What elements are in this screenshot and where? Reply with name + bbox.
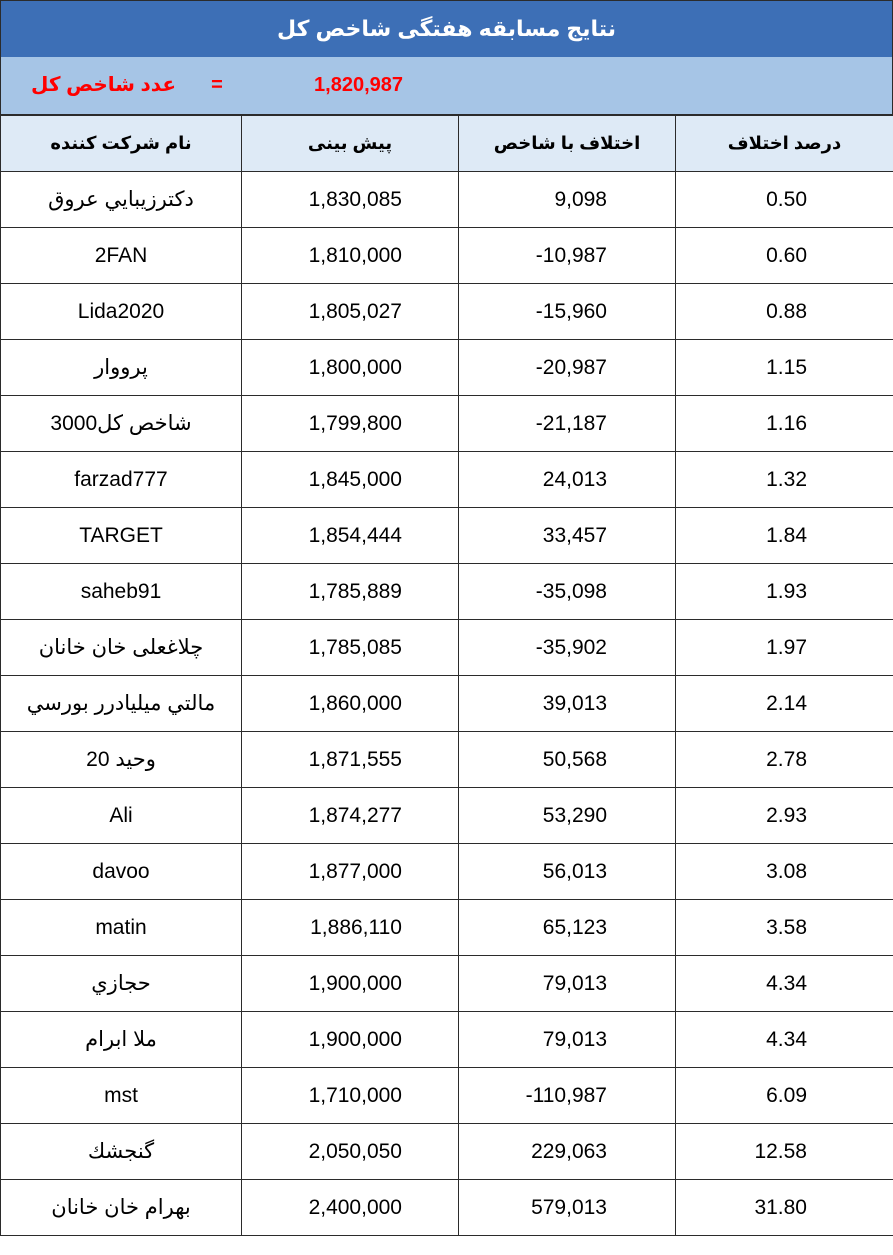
table-header <box>1 116 893 172</box>
prediction-cell: 1,805,027 <box>242 284 459 340</box>
percent-difference-cell: 3.08 <box>676 844 893 900</box>
difference-cell: -35,098 <box>459 564 676 620</box>
index-equals-sign: = <box>211 74 223 96</box>
prediction-cell: 1,785,085 <box>242 620 459 676</box>
table-row <box>1 340 893 396</box>
table-row <box>1 732 893 788</box>
percent-difference-cell: 3.58 <box>676 900 893 956</box>
percent-difference-cell: 31.80 <box>676 1180 893 1236</box>
percent-difference-cell: 12.58 <box>676 1124 893 1180</box>
participant-name-cell: شاخص کل3000 <box>1 396 242 452</box>
table-row <box>1 620 893 676</box>
prediction-cell: 1,845,000 <box>242 452 459 508</box>
difference-cell: -20,987 <box>459 340 676 396</box>
prediction-cell: 1,900,000 <box>242 1012 459 1068</box>
difference-cell: 579,013 <box>459 1180 676 1236</box>
participant-name-cell: حجازي <box>1 956 242 1012</box>
participant-name-cell: TARGET <box>1 508 242 564</box>
prediction-cell: 1,860,000 <box>242 676 459 732</box>
participant-name-cell: farzad777 <box>1 452 242 508</box>
participant-name-cell: چلاغعلی خان خانان <box>1 620 242 676</box>
percent-difference-cell: 2.78 <box>676 732 893 788</box>
participant-name-cell: 2FAN <box>1 228 242 284</box>
participant-name-cell: ملا ابرام <box>1 1012 242 1068</box>
table-row <box>1 228 893 284</box>
sheet-title: نتايج مسابقه هفتگی شاخص کل <box>0 0 893 58</box>
difference-cell: 9,098 <box>459 172 676 228</box>
participant-name-cell: مالتي ميليادرر بورسي <box>1 676 242 732</box>
prediction-cell: 1,830,085 <box>242 172 459 228</box>
participant-name-cell: وحيد 20 <box>1 732 242 788</box>
difference-cell: -110,987 <box>459 1068 676 1124</box>
percent-difference-cell: 1.16 <box>676 396 893 452</box>
table-row <box>1 1124 893 1180</box>
percent-difference-cell: 0.50 <box>676 172 893 228</box>
difference-cell: 79,013 <box>459 1012 676 1068</box>
participant-name-cell: davoo <box>1 844 242 900</box>
table-row <box>1 1068 893 1124</box>
difference-cell: 65,123 <box>459 900 676 956</box>
difference-cell: 39,013 <box>459 676 676 732</box>
difference-cell: -21,187 <box>459 396 676 452</box>
difference-cell: 53,290 <box>459 788 676 844</box>
table-row <box>1 396 893 452</box>
percent-difference-cell: 1.15 <box>676 340 893 396</box>
participant-name-cell: mst <box>1 1068 242 1124</box>
prediction-cell: 1,877,000 <box>242 844 459 900</box>
prediction-cell: 1,800,000 <box>242 340 459 396</box>
difference-cell: 229,063 <box>459 1124 676 1180</box>
percent-difference-cell: 1.84 <box>676 508 893 564</box>
percent-difference-cell: 1.93 <box>676 564 893 620</box>
header-prediction: پیش بینی <box>242 116 459 172</box>
difference-cell: -15,960 <box>459 284 676 340</box>
results-table <box>0 115 893 1236</box>
index-label: عدد شاخص کل <box>31 74 176 96</box>
percent-difference-cell: 4.34 <box>676 1012 893 1068</box>
percent-difference-cell: 4.34 <box>676 956 893 1012</box>
prediction-cell: 2,050,050 <box>242 1124 459 1180</box>
percent-difference-cell: 2.93 <box>676 788 893 844</box>
prediction-cell: 1,799,800 <box>242 396 459 452</box>
percent-difference-cell: 6.09 <box>676 1068 893 1124</box>
participant-name-cell: گنجشك <box>1 1124 242 1180</box>
difference-cell: 56,013 <box>459 844 676 900</box>
difference-cell: 79,013 <box>459 956 676 1012</box>
prediction-cell: 1,854,444 <box>242 508 459 564</box>
table-row <box>1 172 893 228</box>
participant-name-cell: دکترزيبايي عروق <box>1 172 242 228</box>
prediction-cell: 1,886,110 <box>242 900 459 956</box>
table-body <box>1 172 893 1236</box>
difference-cell: 50,568 <box>459 732 676 788</box>
participant-name-cell: Ali <box>1 788 242 844</box>
participant-name-cell: پرووار <box>1 340 242 396</box>
percent-difference-cell: 2.14 <box>676 676 893 732</box>
header-percent-difference: درصد اختلاف <box>676 116 893 172</box>
table-row <box>1 452 893 508</box>
table-row <box>1 788 893 844</box>
prediction-cell: 1,900,000 <box>242 956 459 1012</box>
difference-cell: 33,457 <box>459 508 676 564</box>
percent-difference-cell: 1.32 <box>676 452 893 508</box>
difference-cell: 24,013 <box>459 452 676 508</box>
participant-name-cell: Lida2020 <box>1 284 242 340</box>
prediction-cell: 1,810,000 <box>242 228 459 284</box>
percent-difference-cell: 0.88 <box>676 284 893 340</box>
header-row <box>1 116 893 172</box>
participant-name-cell: بهرام خان خانان <box>1 1180 242 1236</box>
difference-cell: -10,987 <box>459 228 676 284</box>
table-row <box>1 900 893 956</box>
prediction-cell: 1,871,555 <box>242 732 459 788</box>
participant-name-cell: matin <box>1 900 242 956</box>
table-row <box>1 676 893 732</box>
participant-name-cell: saheb91 <box>1 564 242 620</box>
index-value: 1,820,987 <box>314 74 403 96</box>
difference-cell: -35,902 <box>459 620 676 676</box>
header-participant-name: نام شرکت کننده <box>1 116 242 172</box>
prediction-cell: 1,785,889 <box>242 564 459 620</box>
percent-difference-cell: 1.97 <box>676 620 893 676</box>
table-row <box>1 844 893 900</box>
index-summary-row <box>0 57 893 115</box>
prediction-cell: 1,874,277 <box>242 788 459 844</box>
table-row <box>1 284 893 340</box>
table-row <box>1 956 893 1012</box>
table-row <box>1 564 893 620</box>
prediction-cell: 2,400,000 <box>242 1180 459 1236</box>
table-row <box>1 1012 893 1068</box>
table-row <box>1 508 893 564</box>
table-row <box>1 1180 893 1236</box>
prediction-cell: 1,710,000 <box>242 1068 459 1124</box>
header-difference: اختلاف با شاخص <box>459 116 676 172</box>
percent-difference-cell: 0.60 <box>676 228 893 284</box>
